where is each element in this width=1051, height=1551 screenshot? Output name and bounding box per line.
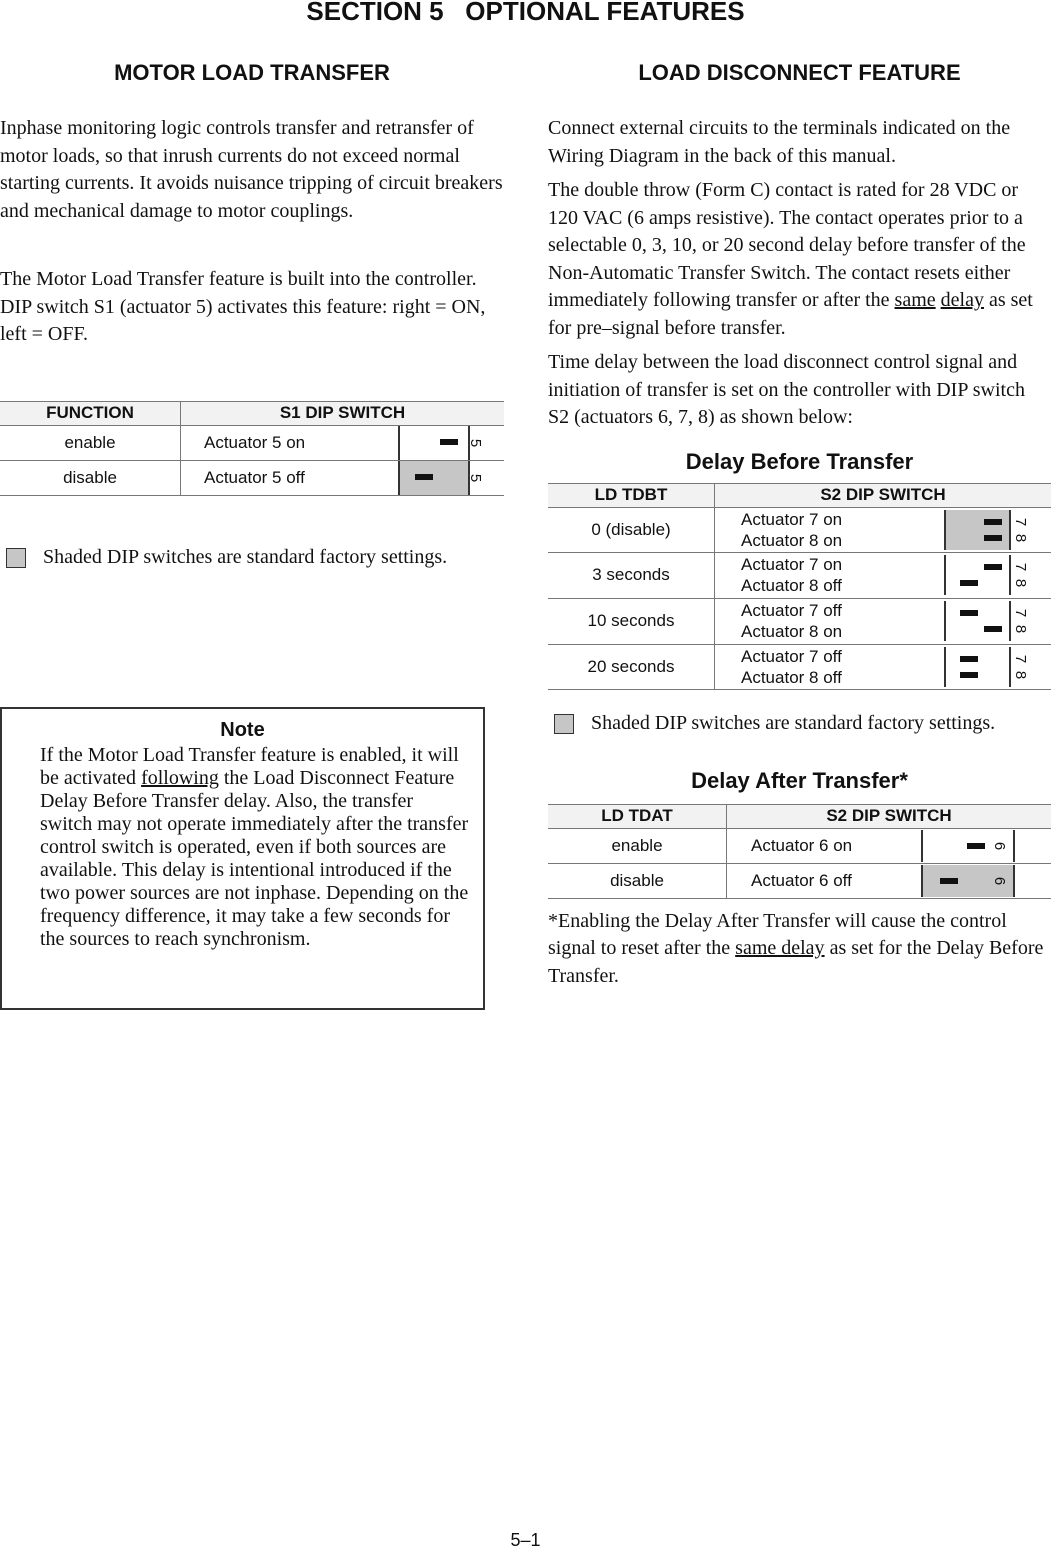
delay-after-transfer-table	[548, 804, 1051, 899]
load-disconnect-contact-paragraph: The double throw (Form C) contact is rated for 28 VDC or 120 VAC (6 amps resistive). The contact operates prior to a selectable 0, 3, 10, or 20 second delay before transfer of the Non-Automatic Transfer Switch. The contact resets either immediately following transfer or after the same delay as set for pre–signal before transfer.	[548, 177, 1051, 342]
switch-lever-8-left	[960, 672, 978, 678]
table-header-ld-tdat: LD TDAT	[548, 804, 727, 828]
switch-number-8: 8	[1014, 532, 1026, 544]
motor-load-intro-paragraph: Inphase monitoring logic controls transfer and retransfer of motor loads, so that inrush currents do not exceed normal starting currents. It avoids nuisance tripping of circuit breakers and mechanical damage to motor couplings.	[0, 115, 504, 225]
table-header-s1-dip-switch: S1 DIP SWITCH	[181, 401, 505, 425]
delay-after-transfer-title: Delay After Transfer*	[548, 768, 1051, 794]
switch-number-8: 8	[1014, 577, 1026, 589]
legend-text: Shaded DIP switches are standard factory settings.	[43, 546, 447, 569]
switch-number: 6	[993, 875, 1005, 887]
dip-switch-actuator-6-on	[921, 830, 1015, 862]
switch-lever-right	[440, 439, 458, 445]
function-cell: disable	[0, 460, 181, 495]
switch-lever-8-right	[984, 535, 1002, 541]
switch-number: 5	[469, 437, 481, 449]
actuator-settings-cell: Actuator 7 off Actuator 8 off	[715, 644, 912, 689]
function-cell: enable	[548, 828, 727, 863]
dip-switch-actuator-5-on	[398, 426, 470, 460]
table-row	[548, 507, 1051, 552]
page-number: 5–1	[0, 1530, 1051, 1551]
note-title: Note	[2, 719, 483, 742]
table-header-ld-tdbt: LD TDBT	[548, 483, 715, 507]
dip-switch-actuator-6-off	[921, 865, 1015, 897]
dip-switch-actuator-5-off	[398, 461, 470, 495]
switch-lever-7-right	[984, 564, 1002, 570]
shaded-square-icon	[554, 714, 574, 734]
table-row	[548, 598, 1051, 644]
switch-lever-7-left	[960, 610, 978, 616]
switch-number-8: 8	[1014, 623, 1026, 635]
table-header-s2-dip-switch: S2 DIP SWITCH	[727, 804, 1051, 828]
delay-after-transfer-footnote: *Enabling the Delay After Transfer will cause the control signal to reset after the same delay as set for the Delay Before Transfer.	[548, 908, 1051, 991]
delay-before-transfer-table	[548, 483, 1051, 690]
shaded-legend	[548, 712, 1051, 742]
dip-switch-7on-8off	[944, 555, 1011, 595]
switch-number-8: 8	[1014, 669, 1026, 681]
table-row	[548, 644, 1051, 689]
switch-lever-7-right	[984, 519, 1002, 525]
actuator-settings-cell: Actuator 7 on Actuator 8 off	[715, 552, 912, 598]
setting-cell: Actuator 5 on	[181, 425, 366, 460]
shaded-square-icon	[6, 548, 26, 568]
note-body: If the Motor Load Transfer feature is enabled, it will be activated following the Load Disconnect Feature Delay Before Transfer delay. Also, the transfer switch may not operate immediately after the transfer control switch is operated, even if both sources are available. This delay is intentional introduced if the two power sources are not inphase. Depending on the frequency difference, it may take a few seconds for the sources to reach synchronism.	[40, 744, 470, 951]
actuator-settings-cell: Actuator 7 on Actuator 8 on	[715, 507, 912, 552]
motor-load-transfer-heading: MOTOR LOAD TRANSFER	[0, 60, 504, 86]
setting-cell: Actuator 6 off	[727, 863, 889, 898]
setting-cell: Actuator 6 on	[727, 828, 889, 863]
switch-number: 6	[993, 840, 1005, 852]
shaded-legend	[0, 546, 504, 576]
dip-switch-7on-8on	[944, 510, 1011, 550]
underlined-following: following	[141, 767, 219, 789]
switch-number-7: 7	[1014, 607, 1026, 619]
dip-switch-7off-8off	[944, 647, 1011, 687]
legend-text: Shaded DIP switches are standard factory settings.	[591, 712, 995, 735]
table-row	[548, 863, 1051, 898]
delay-time-cell: 10 seconds	[548, 598, 715, 644]
table-row	[0, 425, 504, 460]
switch-number-7: 7	[1014, 561, 1026, 573]
load-disconnect-intro: Connect external circuits to the terminals indicated on the Wiring Diagram in the back of this manual.	[548, 115, 1051, 170]
switch-number-7: 7	[1014, 516, 1026, 528]
dip-switch-7off-8on	[944, 601, 1011, 641]
table-header-function: FUNCTION	[0, 401, 181, 425]
switch-lever-right	[967, 843, 985, 849]
load-disconnect-section	[548, 60, 1051, 990]
load-disconnect-heading: LOAD DISCONNECT FEATURE	[548, 60, 1051, 86]
delay-time-cell: 0 (disable)	[548, 507, 715, 552]
actuator-settings-cell: Actuator 7 off Actuator 8 on	[715, 598, 912, 644]
switch-number-7: 7	[1014, 653, 1026, 665]
table-header-s2-dip-switch: S2 DIP SWITCH	[715, 483, 1051, 507]
note-box	[0, 707, 485, 1010]
motor-load-transfer-section	[0, 60, 504, 576]
switch-lever-left	[415, 474, 433, 480]
setting-cell: Actuator 5 off	[181, 460, 366, 495]
switch-lever-7-left	[960, 656, 978, 662]
page-title: SECTION 5 OPTIONAL FEATURES	[0, 0, 1051, 27]
motor-load-dip-paragraph: The Motor Load Transfer feature is built into the controller. DIP switch S1 (actuator 5) activates this feature: right = ON, left = OFF.	[0, 266, 504, 349]
delay-time-cell: 20 seconds	[548, 644, 715, 689]
table-row	[548, 552, 1051, 598]
s1-dip-switch-table	[0, 401, 504, 496]
delay-time-cell: 3 seconds	[548, 552, 715, 598]
function-cell: enable	[0, 425, 181, 460]
time-delay-paragraph: Time delay between the load disconnect control signal and initiation of transfer is set on the controller with DIP switch S2 (actuators 6, 7, 8) as shown below:	[548, 349, 1051, 432]
delay-before-transfer-title: Delay Before Transfer	[548, 449, 1051, 475]
switch-lever-8-right	[984, 626, 1002, 632]
table-row	[548, 828, 1051, 863]
switch-lever-8-left	[960, 580, 978, 586]
switch-number: 5	[469, 472, 481, 484]
switch-lever-left	[940, 878, 958, 884]
function-cell: disable	[548, 863, 727, 898]
table-row	[0, 460, 504, 495]
